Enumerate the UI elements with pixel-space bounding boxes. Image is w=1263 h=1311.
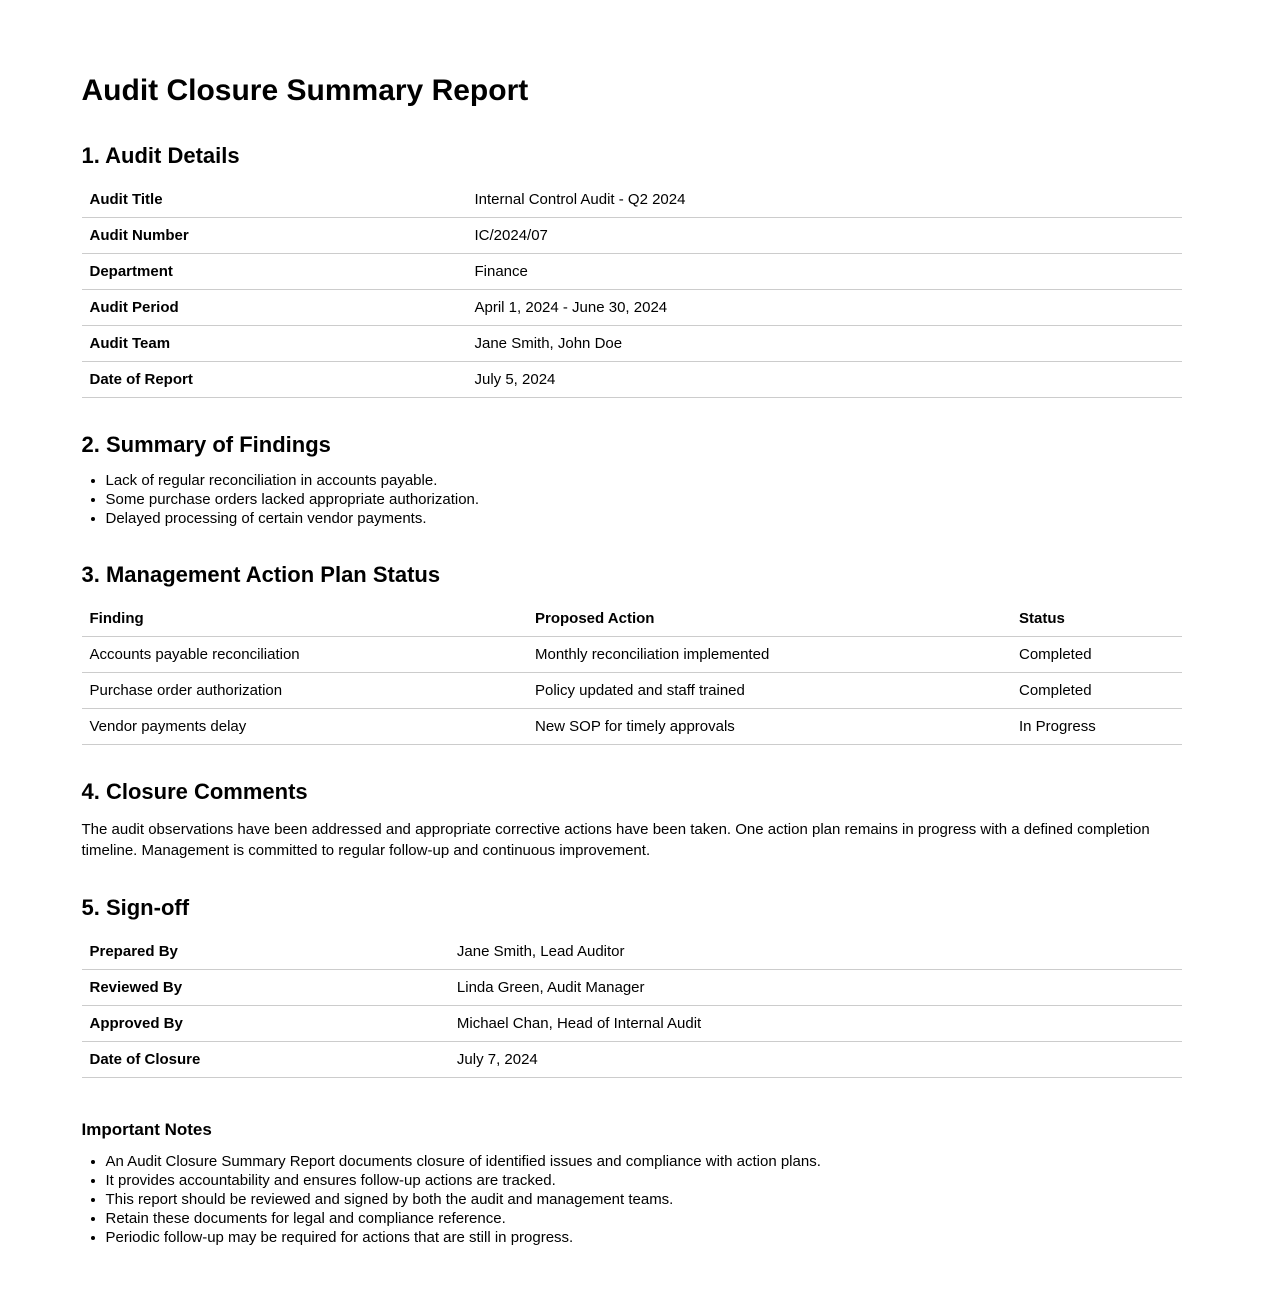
section-heading-summary-of-findings: 2. Summary of Findings — [81, 431, 331, 457]
closure-comments-text: The audit observations have been addressed and appropriate corrective actions have been taken. One action plan remains in progress with a defined completion timeline. Management is committed to regular follow-up and continuous improvement. — [81, 820, 1150, 859]
row-value: IC/2024/07 — [467, 217, 1182, 253]
important-notes-list — [82, 1152, 1182, 1247]
list-item: • Delayed processing of certain vendor payments. — [106, 509, 1182, 528]
row-label: Approved By — [82, 1005, 449, 1041]
cell-status: In Progress — [1011, 709, 1182, 745]
table-row — [82, 1041, 1182, 1077]
row-label: Audit Title — [82, 182, 467, 218]
row-label: Reviewed By — [82, 969, 449, 1005]
row-value: July 5, 2024 — [467, 361, 1182, 397]
row-label: Prepared By — [82, 934, 449, 970]
row-label: Department — [82, 253, 467, 289]
column-header-status: Status — [1011, 601, 1182, 637]
table-row — [82, 1005, 1182, 1041]
row-value: Michael Chan, Head of Internal Audit — [449, 1005, 1182, 1041]
section-heading-audit-details: 1. Audit Details — [81, 142, 240, 168]
row-label: Date of Report — [82, 361, 467, 397]
table-row — [82, 361, 1182, 397]
cell-finding: Purchase order authorization — [82, 673, 528, 709]
cell-proposed-action: Monthly reconciliation implemented — [527, 637, 1011, 673]
list-item: • Lack of regular reconciliation in accounts payable. — [106, 471, 1182, 490]
list-item: • Periodic follow-up may be required for actions that are still in progress. — [106, 1228, 1182, 1247]
table-row — [82, 325, 1182, 361]
list-item: • This report should be reviewed and signed by both the audit and management teams. — [106, 1190, 1182, 1209]
column-header-proposed-action: Proposed Action — [527, 601, 1011, 637]
cell-status: Completed — [1011, 637, 1182, 673]
table-row — [82, 217, 1182, 253]
row-label: Date of Closure — [82, 1041, 449, 1077]
table-row — [82, 969, 1182, 1005]
audit-details-table — [82, 182, 1182, 398]
table-row — [82, 709, 1182, 745]
cell-proposed-action: New SOP for timely approvals — [527, 709, 1011, 745]
row-value: Finance — [467, 253, 1182, 289]
list-item: • Some purchase orders lacked appropriate authorization. — [106, 490, 1182, 509]
important-notes-heading: Important Notes — [81, 1119, 212, 1139]
table-row — [82, 182, 1182, 218]
row-value: Jane Smith, Lead Auditor — [449, 934, 1182, 970]
cell-proposed-action: Policy updated and staff trained — [527, 673, 1011, 709]
row-label: Audit Period — [82, 289, 467, 325]
table-row — [82, 253, 1182, 289]
action-plan-table — [82, 601, 1182, 745]
row-label: Audit Team — [82, 325, 467, 361]
findings-list — [82, 471, 1182, 528]
section-heading-action-plan: 3. Management Action Plan Status — [81, 562, 441, 588]
table-row — [82, 637, 1182, 673]
report-title: Audit Closure Summary Report — [81, 74, 529, 107]
cell-finding: Accounts payable reconciliation — [82, 637, 528, 673]
sign-off-table — [82, 934, 1182, 1078]
cell-status: Completed — [1011, 673, 1182, 709]
report-container — [82, 0, 1182, 1247]
list-item: • An Audit Closure Summary Report documents closure of identified issues and compliance with action plans. — [106, 1152, 1182, 1171]
row-value: Linda Green, Audit Manager — [449, 969, 1182, 1005]
row-label: Audit Number — [82, 217, 467, 253]
column-header-finding: Finding — [82, 601, 528, 637]
list-item: • Retain these documents for legal and compliance reference. — [106, 1209, 1182, 1228]
list-item: • It provides accountability and ensures follow-up actions are tracked. — [106, 1171, 1182, 1190]
cell-finding: Vendor payments delay — [82, 709, 528, 745]
table-row — [82, 673, 1182, 709]
row-value: Internal Control Audit - Q2 2024 — [467, 182, 1182, 218]
table-header-row — [82, 601, 1182, 637]
row-value: July 7, 2024 — [449, 1041, 1182, 1077]
row-value: Jane Smith, John Doe — [467, 325, 1182, 361]
table-row — [82, 289, 1182, 325]
row-value: April 1, 2024 - June 30, 2024 — [467, 289, 1182, 325]
table-row — [82, 934, 1182, 970]
section-heading-sign-off: 5. Sign-off — [81, 894, 190, 920]
section-heading-closure-comments: 4. Closure Comments — [81, 779, 308, 805]
